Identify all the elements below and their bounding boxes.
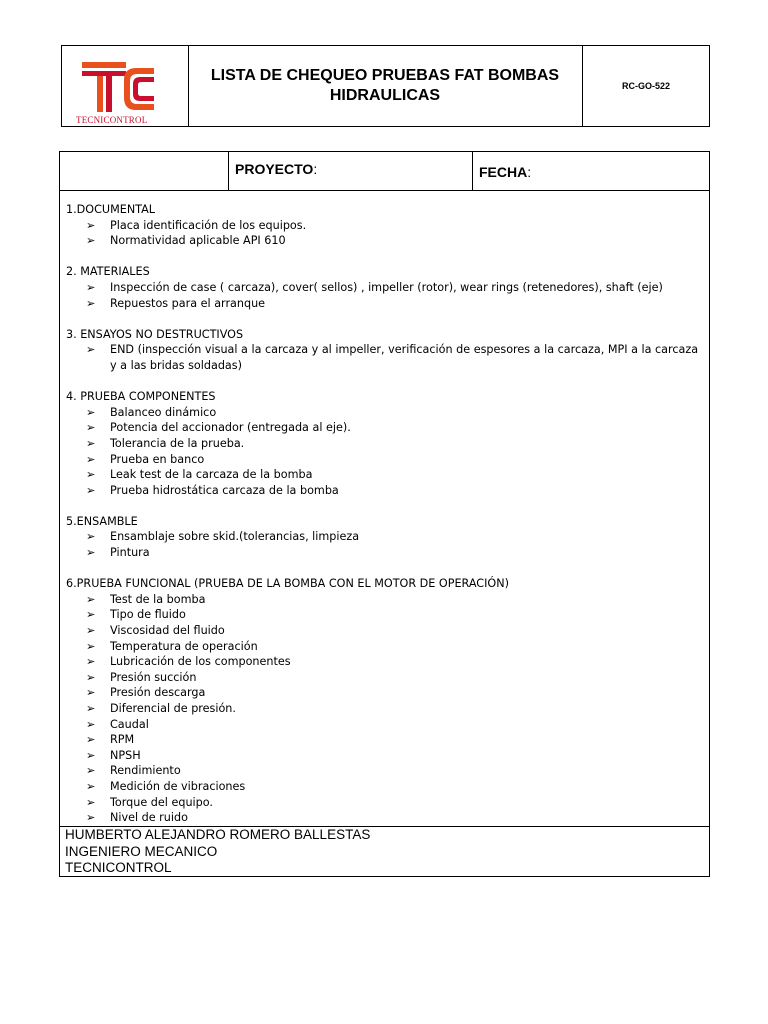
signer-role: INGENIERO MECANICO — [65, 843, 218, 859]
checklist-item — [66, 296, 706, 312]
signature-block — [60, 826, 709, 877]
checklist-item-text: Balanceo dinámico — [110, 405, 217, 419]
logo-text: TECNICONTROL — [76, 115, 148, 125]
arrow-bullet-icon: ➢ — [86, 405, 96, 419]
checklist-item — [66, 420, 706, 436]
arrow-bullet-icon: ➢ — [86, 764, 96, 778]
arrow-bullet-icon: ➢ — [86, 686, 96, 700]
arrow-bullet-icon: ➢ — [86, 779, 96, 793]
arrow-bullet-icon: ➢ — [86, 608, 96, 622]
checklist-item — [66, 436, 706, 452]
checklist-item-text: Inspección de case ( carcaza), cover( sellos) , impeller (rotor), wear rings (retenedores), shaft (eje) — [110, 280, 663, 294]
checklist-item-text: Prueba en banco — [110, 452, 205, 466]
date-label: FECHA — [479, 164, 528, 180]
checklist-section — [66, 327, 706, 374]
checklist-section — [66, 576, 706, 826]
checklist-item — [66, 795, 706, 811]
checklist-item-text: Pintura — [110, 546, 150, 560]
section-title: 3. ENSAYOS NO DESTRUCTIVOS — [66, 327, 244, 341]
arrow-bullet-icon: ➢ — [86, 483, 96, 497]
checklist-item — [66, 452, 706, 468]
checklist-content — [66, 202, 706, 841]
arrow-bullet-icon: ➢ — [86, 748, 96, 762]
checklist-item — [66, 748, 706, 764]
checklist-item — [66, 545, 706, 561]
checklist-item-text: Caudal — [110, 717, 149, 731]
checklist-item — [66, 592, 706, 608]
arrow-bullet-icon: ➢ — [86, 655, 96, 669]
checklist-item — [66, 654, 706, 670]
section-title: 1.DOCUMENTAL — [66, 203, 156, 216]
document-header — [61, 45, 710, 127]
checklist-item-text: Medición de vibraciones — [110, 779, 246, 793]
checklist-item — [66, 607, 706, 623]
checklist-item — [66, 342, 706, 373]
title-line-2: HIDRAULICAS — [329, 87, 441, 104]
checklist-item — [66, 467, 706, 483]
checklist-item-text: Torque del equipo. — [110, 795, 213, 809]
checklist-item — [66, 233, 706, 249]
checklist-item-text: Nivel de ruido — [110, 811, 188, 825]
document-code-cell — [583, 46, 709, 126]
section-title: 6.PRUEBA FUNCIONAL (PRUEBA DE LA BOMBA CON EL MOTOR DE OPERACIÓN) — [66, 577, 509, 591]
arrow-bullet-icon: ➢ — [86, 811, 96, 825]
blank-cell — [60, 152, 229, 190]
arrow-bullet-icon: ➢ — [86, 717, 96, 731]
checklist-item-text: Prueba hidrostática carcaza de la bomba — [110, 483, 339, 497]
checklist-item — [66, 218, 706, 234]
arrow-bullet-icon: ➢ — [86, 296, 96, 310]
checklist-section — [66, 264, 706, 311]
checklist-item-text: Diferencial de presión. — [110, 702, 236, 715]
arrow-bullet-icon: ➢ — [86, 452, 96, 466]
checklist-item-text: Placa identificación de los equipos. — [110, 218, 307, 232]
checklist-item — [66, 717, 706, 733]
arrow-bullet-icon: ➢ — [86, 702, 96, 715]
project-label: PROYECTO — [235, 161, 314, 177]
section-title: 4. PRUEBA COMPONENTES — [66, 390, 216, 404]
checklist-table — [59, 151, 710, 877]
date-cell[interactable] — [472, 152, 709, 190]
checklist-item — [66, 670, 706, 686]
date-colon: : — [527, 164, 532, 180]
arrow-bullet-icon: ➢ — [86, 733, 96, 747]
signer-company: TECNICONTROL — [65, 860, 172, 875]
checklist-item-text: Tipo de fluido — [110, 608, 186, 622]
checklist-item — [66, 623, 706, 639]
section-items — [66, 405, 706, 499]
project-cell[interactable] — [228, 152, 473, 190]
checklist-section — [66, 202, 706, 249]
section-title: 5.ENSAMBLE — [66, 514, 138, 528]
checklist-item-text: Presión descarga — [110, 686, 206, 700]
section-title: 2. MATERIALES — [66, 265, 150, 279]
checklist-item-text: RPM — [110, 733, 135, 747]
checklist-item — [66, 732, 706, 748]
checklist-item-text: Repuestos para el arranque — [110, 296, 266, 310]
checklist-item-text: Test de la bomba — [110, 592, 206, 606]
arrow-bullet-icon: ➢ — [86, 468, 96, 482]
arrow-bullet-icon: ➢ — [86, 530, 96, 544]
checklist-item-text: Normatividad aplicable API 610 — [110, 234, 286, 248]
checklist-item — [66, 529, 706, 545]
signer-name: HUMBERTO ALEJANDRO ROMERO BALLESTAS — [65, 827, 371, 842]
checklist-item-text: Viscosidad del fluido — [110, 624, 225, 638]
arrow-bullet-icon: ➢ — [86, 436, 96, 450]
checklist-item-text: Presión succión — [110, 670, 197, 684]
arrow-bullet-icon: ➢ — [86, 592, 96, 606]
checklist-section — [66, 514, 706, 561]
arrow-bullet-icon: ➢ — [86, 280, 96, 294]
tecnicontrol-logo-icon — [80, 58, 160, 122]
section-items — [66, 280, 706, 311]
checklist-item — [66, 810, 706, 826]
checklist-item — [66, 685, 706, 701]
checklist-item — [66, 483, 706, 499]
checklist-item-text: Rendimiento — [110, 764, 181, 778]
arrow-bullet-icon: ➢ — [86, 421, 96, 435]
checklist-item — [66, 701, 706, 717]
checklist-item-text: Temperatura de operación — [110, 639, 258, 653]
checklist-item-text: Leak test de la carcaza de la bomba — [110, 468, 313, 482]
checklist-section — [66, 389, 706, 498]
checklist-item-text: NPSH — [110, 748, 141, 762]
checklist-item-text: Potencia del accionador (entregada al eje). — [110, 421, 351, 435]
checklist-item-text: Ensamblaje sobre skid.(tolerancias, limpieza — [110, 530, 360, 544]
section-items — [66, 592, 706, 826]
arrow-bullet-icon: ➢ — [86, 234, 96, 248]
logo-cell — [62, 46, 189, 126]
checklist-item-text: Lubricación de los componentes — [110, 655, 291, 669]
section-items — [66, 529, 706, 560]
project-colon: : — [313, 161, 318, 177]
checklist-item — [66, 639, 706, 655]
arrow-bullet-icon: ➢ — [86, 795, 96, 809]
checklist-item — [66, 779, 706, 795]
document-code: RC-GO-522 — [621, 81, 670, 91]
title-line-1: LISTA DE CHEQUEO PRUEBAS FAT BOMBAS — [210, 67, 560, 84]
section-items — [66, 218, 706, 249]
arrow-bullet-icon: ➢ — [86, 670, 96, 684]
arrow-bullet-icon: ➢ — [86, 624, 96, 638]
arrow-bullet-icon: ➢ — [86, 343, 96, 357]
info-row — [60, 152, 709, 191]
checklist-item-text: END (inspección visual a la carcaza y al impeller, verificación de espesores a la carcaza, MPI a la carcaza y a las bridas soldadas) — [110, 343, 699, 372]
arrow-bullet-icon: ➢ — [86, 546, 96, 560]
document-title — [188, 46, 583, 126]
checklist-item — [66, 405, 706, 421]
section-items — [66, 342, 706, 373]
checklist-item — [66, 763, 706, 779]
arrow-bullet-icon: ➢ — [86, 218, 96, 232]
arrow-bullet-icon: ➢ — [86, 639, 96, 653]
checklist-item-text: Tolerancia de la prueba. — [110, 436, 245, 450]
checklist-item — [66, 280, 706, 296]
